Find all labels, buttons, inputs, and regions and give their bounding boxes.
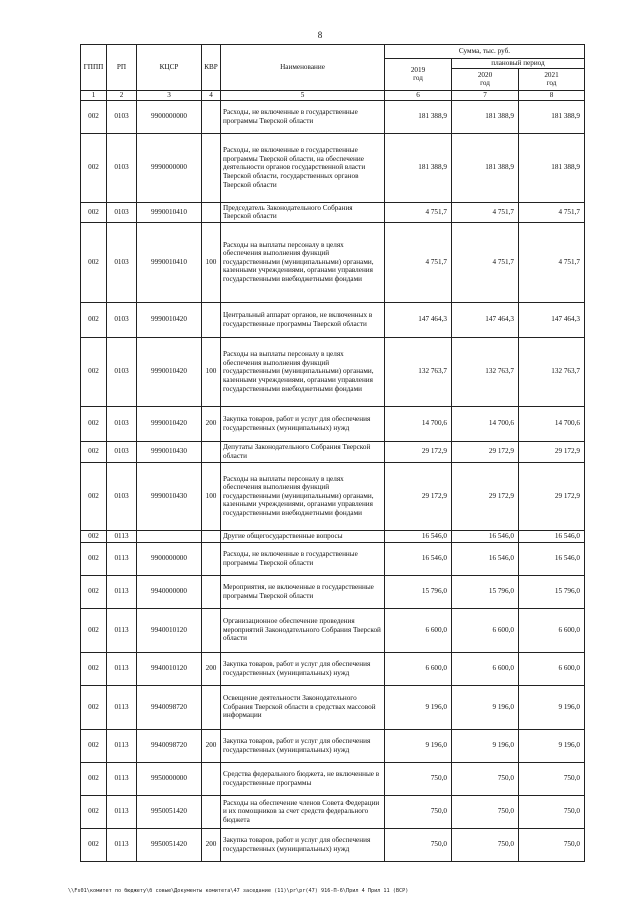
cell-gpp: 002 (81, 337, 107, 406)
cell-sum-2019: 29 172,9 (385, 462, 452, 530)
table-row (81, 337, 585, 406)
cell-sum-2021: 750,0 (519, 762, 585, 795)
cell-gpp: 002 (81, 441, 107, 462)
cell-kcsr: 9990010420 (137, 337, 202, 406)
cell-kcsr: 9950000000 (137, 762, 202, 795)
year-2021-word: год (546, 79, 557, 88)
cell-kcsr: 9990010420 (137, 406, 202, 441)
col-number: 3 (137, 90, 202, 100)
table-row (81, 542, 585, 575)
cell-kcsr: 9990010410 (137, 222, 202, 302)
col-number: 7 (452, 90, 519, 100)
cell-name: Освещение деятельности Законодательного Собрания Тверской области в средствах массовой информации (221, 685, 385, 729)
cell-sum-2021: 4 751,7 (519, 202, 585, 222)
cell-sum-2019: 147 464,3 (385, 302, 452, 337)
planned-period-header: плановый период (452, 59, 585, 69)
col-number: 4 (202, 90, 221, 100)
cell-sum-2019: 181 388,9 (385, 100, 452, 133)
cell-kvr (202, 202, 221, 222)
file-path-footer: \\Fs01\комитет по бюджету\б совые\Документы комитета\47 заседание (11)\pr\pr(47) 916-П-6\Прил 4 Прил 11 (ВСР) (68, 888, 409, 894)
cell-gpp: 002 (81, 542, 107, 575)
cell-gpp: 002 (81, 795, 107, 828)
cell-sum-2020: 750,0 (452, 795, 519, 828)
cell-rp: 0113 (107, 530, 137, 542)
cell-kcsr: 9940098720 (137, 685, 202, 729)
cell-gpp: 002 (81, 729, 107, 762)
cell-kvr (202, 685, 221, 729)
cell-sum-2019: 29 172,9 (385, 441, 452, 462)
cell-rp: 0103 (107, 222, 137, 302)
cell-sum-2021: 132 763,7 (519, 337, 585, 406)
cell-sum-2020: 4 751,7 (452, 202, 519, 222)
cell-name: Расходы на выплаты персоналу в целях обеспечения выполнения функций государственными (муниципальными) органами, казенными учреждениями, органами управления государственными внебюджетными фондами (221, 337, 385, 406)
cell-name: Расходы, не включенные в государственные программы Тверской области (221, 100, 385, 133)
cell-kvr: 100 (202, 337, 221, 406)
cell-sum-2021: 16 546,0 (519, 530, 585, 542)
cell-kvr (202, 302, 221, 337)
cell-sum-2020: 16 546,0 (452, 542, 519, 575)
table-row (81, 302, 585, 337)
cell-sum-2021: 750,0 (519, 795, 585, 828)
cell-sum-2019: 9 196,0 (385, 729, 452, 762)
cell-kvr: 200 (202, 729, 221, 762)
cell-rp: 0113 (107, 575, 137, 608)
cell-gpp: 002 (81, 202, 107, 222)
cell-gpp: 002 (81, 608, 107, 652)
table-row (81, 222, 585, 302)
cell-name: Расходы на выплаты персоналу в целях обеспечения выполнения функций государственными (муниципальными) органами, казенными учреждениями, органами управления государственными внебюджетными фондами (221, 222, 385, 302)
table-row (81, 406, 585, 441)
cell-gpp: 002 (81, 762, 107, 795)
cell-gpp: 002 (81, 222, 107, 302)
cell-kcsr (137, 530, 202, 542)
cell-sum-2020: 9 196,0 (452, 729, 519, 762)
cell-name: Расходы, не включенные в государственные программы Тверской области (221, 542, 385, 575)
cell-name: Закупка товаров, работ и услуг для обеспечения государственных (муниципальных) нужд (221, 652, 385, 685)
cell-kcsr: 9990010430 (137, 462, 202, 530)
cell-rp: 0113 (107, 729, 137, 762)
cell-sum-2020: 15 796,0 (452, 575, 519, 608)
cell-name: Депутаты Законодательного Собрания Тверской области (221, 441, 385, 462)
cell-name: Средства федерального бюджета, не включенные в государственные программы (221, 762, 385, 795)
cell-sum-2021: 181 388,9 (519, 133, 585, 202)
cell-rp: 0113 (107, 608, 137, 652)
cell-rp: 0103 (107, 337, 137, 406)
year-2020-header (452, 68, 519, 90)
cell-sum-2019: 750,0 (385, 762, 452, 795)
cell-sum-2021: 181 388,9 (519, 100, 585, 133)
cell-rp: 0103 (107, 100, 137, 133)
cell-rp: 0113 (107, 542, 137, 575)
col-number: 2 (107, 90, 137, 100)
cell-kvr (202, 608, 221, 652)
cell-gpp: 002 (81, 828, 107, 861)
col-header-kvr: КВР (202, 45, 221, 91)
table-row (81, 575, 585, 608)
table-row (81, 100, 585, 133)
table-row (81, 652, 585, 685)
cell-rp: 0103 (107, 302, 137, 337)
cell-sum-2019: 6 600,0 (385, 652, 452, 685)
cell-kvr: 200 (202, 828, 221, 861)
table-row (81, 462, 585, 530)
cell-kcsr: 9950051420 (137, 828, 202, 861)
cell-kcsr: 9990010410 (137, 202, 202, 222)
cell-sum-2021: 29 172,9 (519, 462, 585, 530)
cell-sum-2019: 16 546,0 (385, 542, 452, 575)
cell-sum-2021: 4 751,7 (519, 222, 585, 302)
table-row (81, 828, 585, 861)
cell-gpp: 002 (81, 100, 107, 133)
cell-sum-2020: 6 600,0 (452, 652, 519, 685)
cell-sum-2020: 750,0 (452, 762, 519, 795)
cell-sum-2020: 4 751,7 (452, 222, 519, 302)
cell-gpp: 002 (81, 685, 107, 729)
cell-kvr (202, 795, 221, 828)
cell-kcsr: 9900000000 (137, 100, 202, 133)
cell-name: Организационное обеспечение проведения мероприятий Законодательного Собрания Тверской области (221, 608, 385, 652)
table-row (81, 202, 585, 222)
cell-sum-2021: 14 700,6 (519, 406, 585, 441)
table-row (81, 762, 585, 795)
cell-name: Центральный аппарат органов, не включенных в государственные программы Тверской области (221, 302, 385, 337)
cell-rp: 0113 (107, 828, 137, 861)
cell-name: Закупка товаров, работ и услуг для обеспечения государственных (муниципальных) нужд (221, 729, 385, 762)
cell-gpp: 002 (81, 133, 107, 202)
year-2019-word: год (413, 74, 423, 83)
cell-sum-2021: 29 172,9 (519, 441, 585, 462)
year-2020-label: 2020 (477, 70, 493, 79)
cell-sum-2019: 16 546,0 (385, 530, 452, 542)
col-number: 6 (385, 90, 452, 100)
cell-kcsr: 9950051420 (137, 795, 202, 828)
cell-kcsr: 9990010430 (137, 441, 202, 462)
cell-gpp: 002 (81, 302, 107, 337)
cell-sum-2019: 4 751,7 (385, 202, 452, 222)
table-row (81, 795, 585, 828)
table-row (81, 608, 585, 652)
cell-rp: 0103 (107, 462, 137, 530)
cell-sum-2021: 16 546,0 (519, 542, 585, 575)
cell-sum-2020: 29 172,9 (452, 462, 519, 530)
cell-sum-2019: 181 388,9 (385, 133, 452, 202)
cell-rp: 0103 (107, 441, 137, 462)
col-number: 1 (81, 90, 107, 100)
sum-header: Сумма, тыс. руб. (385, 45, 585, 59)
cell-sum-2020: 14 700,6 (452, 406, 519, 441)
cell-sum-2021: 6 600,0 (519, 608, 585, 652)
cell-kvr (202, 530, 221, 542)
cell-rp: 0113 (107, 652, 137, 685)
cell-sum-2020: 29 172,9 (452, 441, 519, 462)
cell-sum-2019: 750,0 (385, 795, 452, 828)
cell-kcsr: 9940098720 (137, 729, 202, 762)
cell-rp: 0113 (107, 795, 137, 828)
page-number: 8 (317, 30, 323, 40)
col-number: 5 (221, 90, 385, 100)
cell-kvr (202, 441, 221, 462)
cell-sum-2019: 9 196,0 (385, 685, 452, 729)
table-row (81, 133, 585, 202)
cell-sum-2020: 132 763,7 (452, 337, 519, 406)
col-header-rp: РП (107, 45, 137, 91)
year-2021-header (519, 68, 585, 90)
cell-name: Другие общегосударственные вопросы (221, 530, 385, 542)
cell-sum-2019: 4 751,7 (385, 222, 452, 302)
table-row (81, 685, 585, 729)
cell-sum-2020: 750,0 (452, 828, 519, 861)
cell-kvr (202, 100, 221, 133)
cell-gpp: 002 (81, 462, 107, 530)
cell-sum-2019: 15 796,0 (385, 575, 452, 608)
cell-name: Председатель Законодательного Собрания Тверской области (221, 202, 385, 222)
year-2019-header (385, 59, 452, 91)
cell-name: Расходы, не включенные в государственные программы Тверской области, на обеспечение деятельности органов государственной власти Тверской области, государственных органов Тверской области (221, 133, 385, 202)
cell-kcsr: 9940000000 (137, 575, 202, 608)
cell-kvr: 200 (202, 406, 221, 441)
table-row (81, 530, 585, 542)
col-header-gpp: ГППП (81, 45, 107, 91)
cell-kvr: 100 (202, 462, 221, 530)
cell-sum-2019: 750,0 (385, 828, 452, 861)
cell-sum-2020: 6 600,0 (452, 608, 519, 652)
cell-name: Мероприятия, не включенные в государственные программы Тверской области (221, 575, 385, 608)
table-row (81, 441, 585, 462)
cell-kvr: 200 (202, 652, 221, 685)
table-row (81, 729, 585, 762)
cell-kcsr: 9990000000 (137, 133, 202, 202)
cell-sum-2020: 181 388,9 (452, 100, 519, 133)
cell-sum-2020: 147 464,3 (452, 302, 519, 337)
year-2021-label: 2021 (544, 70, 559, 79)
cell-sum-2019: 132 763,7 (385, 337, 452, 406)
cell-name: Закупка товаров, работ и услуг для обеспечения государственных (муниципальных) нужд (221, 828, 385, 861)
cell-kvr: 100 (202, 222, 221, 302)
cell-sum-2021: 9 196,0 (519, 729, 585, 762)
budget-table (80, 44, 585, 862)
cell-kvr (202, 575, 221, 608)
col-number: 8 (519, 90, 585, 100)
cell-kvr (202, 762, 221, 795)
cell-rp: 0103 (107, 406, 137, 441)
cell-gpp: 002 (81, 575, 107, 608)
cell-sum-2021: 147 464,3 (519, 302, 585, 337)
cell-kcsr: 9940010120 (137, 608, 202, 652)
cell-gpp: 002 (81, 406, 107, 441)
cell-name: Расходы на обеспечение членов Совета Федерации и их помощников за счет средств федерального бюджета (221, 795, 385, 828)
cell-rp: 0103 (107, 133, 137, 202)
cell-sum-2019: 14 700,6 (385, 406, 452, 441)
cell-rp: 0113 (107, 762, 137, 795)
cell-sum-2021: 750,0 (519, 828, 585, 861)
year-2019-label: 2019 (410, 65, 426, 74)
cell-kcsr: 9990010420 (137, 302, 202, 337)
cell-sum-2021: 9 196,0 (519, 685, 585, 729)
year-2020-word: год (480, 79, 490, 88)
cell-kvr (202, 133, 221, 202)
cell-gpp: 002 (81, 652, 107, 685)
cell-sum-2019: 6 600,0 (385, 608, 452, 652)
cell-name: Расходы на выплаты персоналу в целях обеспечения выполнения функций государственными (муниципальными) органами, казенными учреждениями, органами управления государственными внебюджетными фондами (221, 462, 385, 530)
cell-gpp: 002 (81, 530, 107, 542)
cell-kcsr: 9900000000 (137, 542, 202, 575)
cell-rp: 0103 (107, 202, 137, 222)
cell-sum-2021: 15 796,0 (519, 575, 585, 608)
cell-sum-2020: 181 388,9 (452, 133, 519, 202)
cell-rp: 0113 (107, 685, 137, 729)
col-header-name: Наименование (221, 45, 385, 91)
cell-kcsr: 9940010120 (137, 652, 202, 685)
col-header-kcsr: КЦСР (137, 45, 202, 91)
cell-sum-2021: 6 600,0 (519, 652, 585, 685)
cell-kvr (202, 542, 221, 575)
cell-sum-2020: 16 546,0 (452, 530, 519, 542)
cell-sum-2020: 9 196,0 (452, 685, 519, 729)
cell-name: Закупка товаров, работ и услуг для обеспечения государственных (муниципальных) нужд (221, 406, 385, 441)
